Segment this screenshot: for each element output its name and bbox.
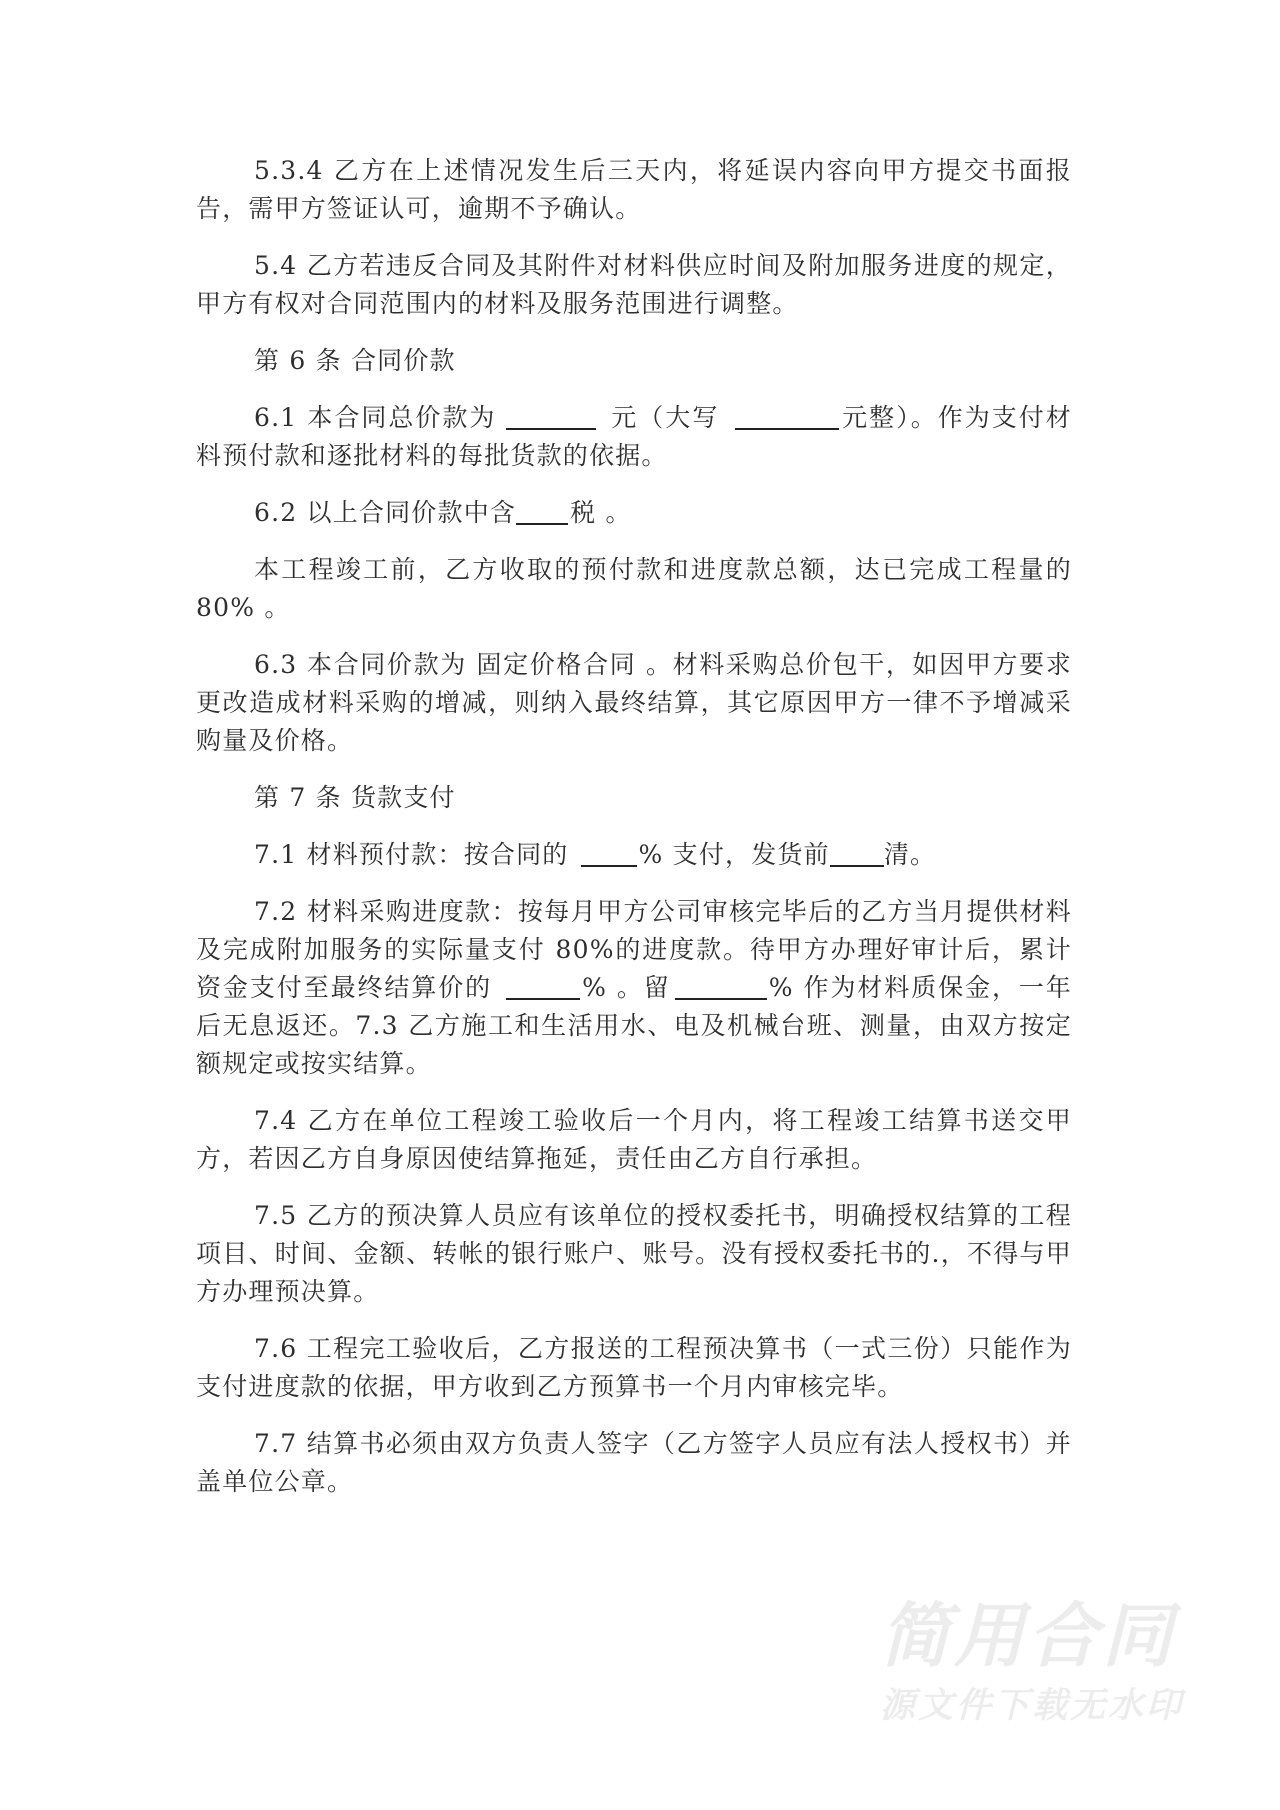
clause-5-3-4: 5.3.4 乙方在上述情况发生后三天内，将延误内容向甲方提交书面报告，需甲方签证认可，逾期不予确认。	[196, 156, 1072, 223]
clause-6-2-part-1: 6.2 以上合同价款中含	[254, 498, 517, 527]
clause-6-3: 6.3 本合同价款为 固定价格合同 。材料采购总价包干，如因甲方要求更改造成材料采购的增减，则纳入最终结算，其它原因甲方一律不予增减采购量及价格。	[196, 650, 1072, 755]
total-price-blank[interactable]	[506, 402, 596, 430]
clause-7-4: 7.4 乙方在单位工程竣工验收后一个月内，将工程竣工结算书送交甲方，若因乙方自身原因使结算拖延，责任由乙方自行承担。	[196, 1106, 1072, 1173]
tax-blank[interactable]	[516, 497, 568, 525]
clause-6-1	[196, 399, 1072, 475]
article-6-heading: 第 6 条 合同价款	[254, 346, 456, 375]
clause-7-1	[196, 836, 1072, 874]
clause-6-2-progress: 本工程竣工前，乙方收取的预付款和进度款总额，达已完成工程量的 80% 。	[196, 555, 1072, 622]
clause-7-1-part-1: 7.1 材料预付款：按合同的	[254, 840, 569, 869]
retention-percent-blank[interactable]	[675, 972, 767, 1000]
clause-6-1-part-1: 6.1 本合同总价款为	[254, 403, 497, 432]
prepayment-clear-blank[interactable]	[830, 839, 884, 867]
prepayment-percent-blank[interactable]	[581, 839, 637, 867]
clause-7-2	[196, 893, 1072, 1083]
watermark	[880, 1596, 1200, 1730]
clause-5-4: 5.4 乙方若违反合同及其附件对材料供应时间及附加服务进度的规定，甲方有权对合同范围内的材料及服务范围进行调整。	[196, 251, 1072, 318]
clause-7-6: 7.6 工程完工验收后，乙方报送的工程预决算书（一式三份）只能作为支付进度款的依据，甲方收到乙方预算书一个月内审核完毕。	[196, 1334, 1072, 1401]
clause-6-1-part-2: 元（大写	[610, 403, 720, 432]
clause-7-7: 7.7 结算书必须由双方负责人签字（乙方签字人员应有法人授权书）并盖单位公章。	[196, 1429, 1072, 1496]
clause-7-1-part-2: % 支付，发货前	[638, 840, 830, 869]
clause-7-5: 7.5 乙方的预决算人员应有该单位的授权委托书，明确授权结算的工程项目、时间、金额、转帐的银行账户、账号。没有授权委托书的.，不得与甲方办理预决算。	[196, 1201, 1072, 1306]
clause-6-2-part-2: 税 。	[570, 498, 632, 527]
final-payment-percent-blank[interactable]	[506, 972, 580, 1000]
clause-6-1-part-3: 元整）。作为支付材料预付款和逐批材料的每批货款的依据。	[196, 403, 1072, 470]
clause-7-2-part-2: % 。留	[582, 973, 671, 1002]
clause-7-1-part-3: 清。	[883, 840, 937, 869]
clause-6-2	[196, 494, 1072, 532]
clause-7-2-part-3: % 作为材料质保金，一年后无息返还。7.3 乙方施工和生活用水、电及机械台班、测量，由双方按定额规定或按实结算。	[196, 973, 1072, 1078]
document-body	[196, 152, 1072, 1520]
clause-7-2-part-1: 7.2 材料采购进度款：按每月甲方公司审核完毕后的乙方当月提供材料及完成附加服务的实际量支付 80%的进度款。待甲方办理好审计后，累计资金支付至最终结算价的	[196, 897, 1072, 1002]
watermark-title: 简用合同	[880, 1595, 1176, 1677]
article-7-heading: 第 7 条 货款支付	[254, 783, 456, 812]
total-price-uppercase-blank[interactable]	[735, 402, 839, 430]
watermark-subtitle: 源文件下载无水印	[880, 1686, 1185, 1726]
